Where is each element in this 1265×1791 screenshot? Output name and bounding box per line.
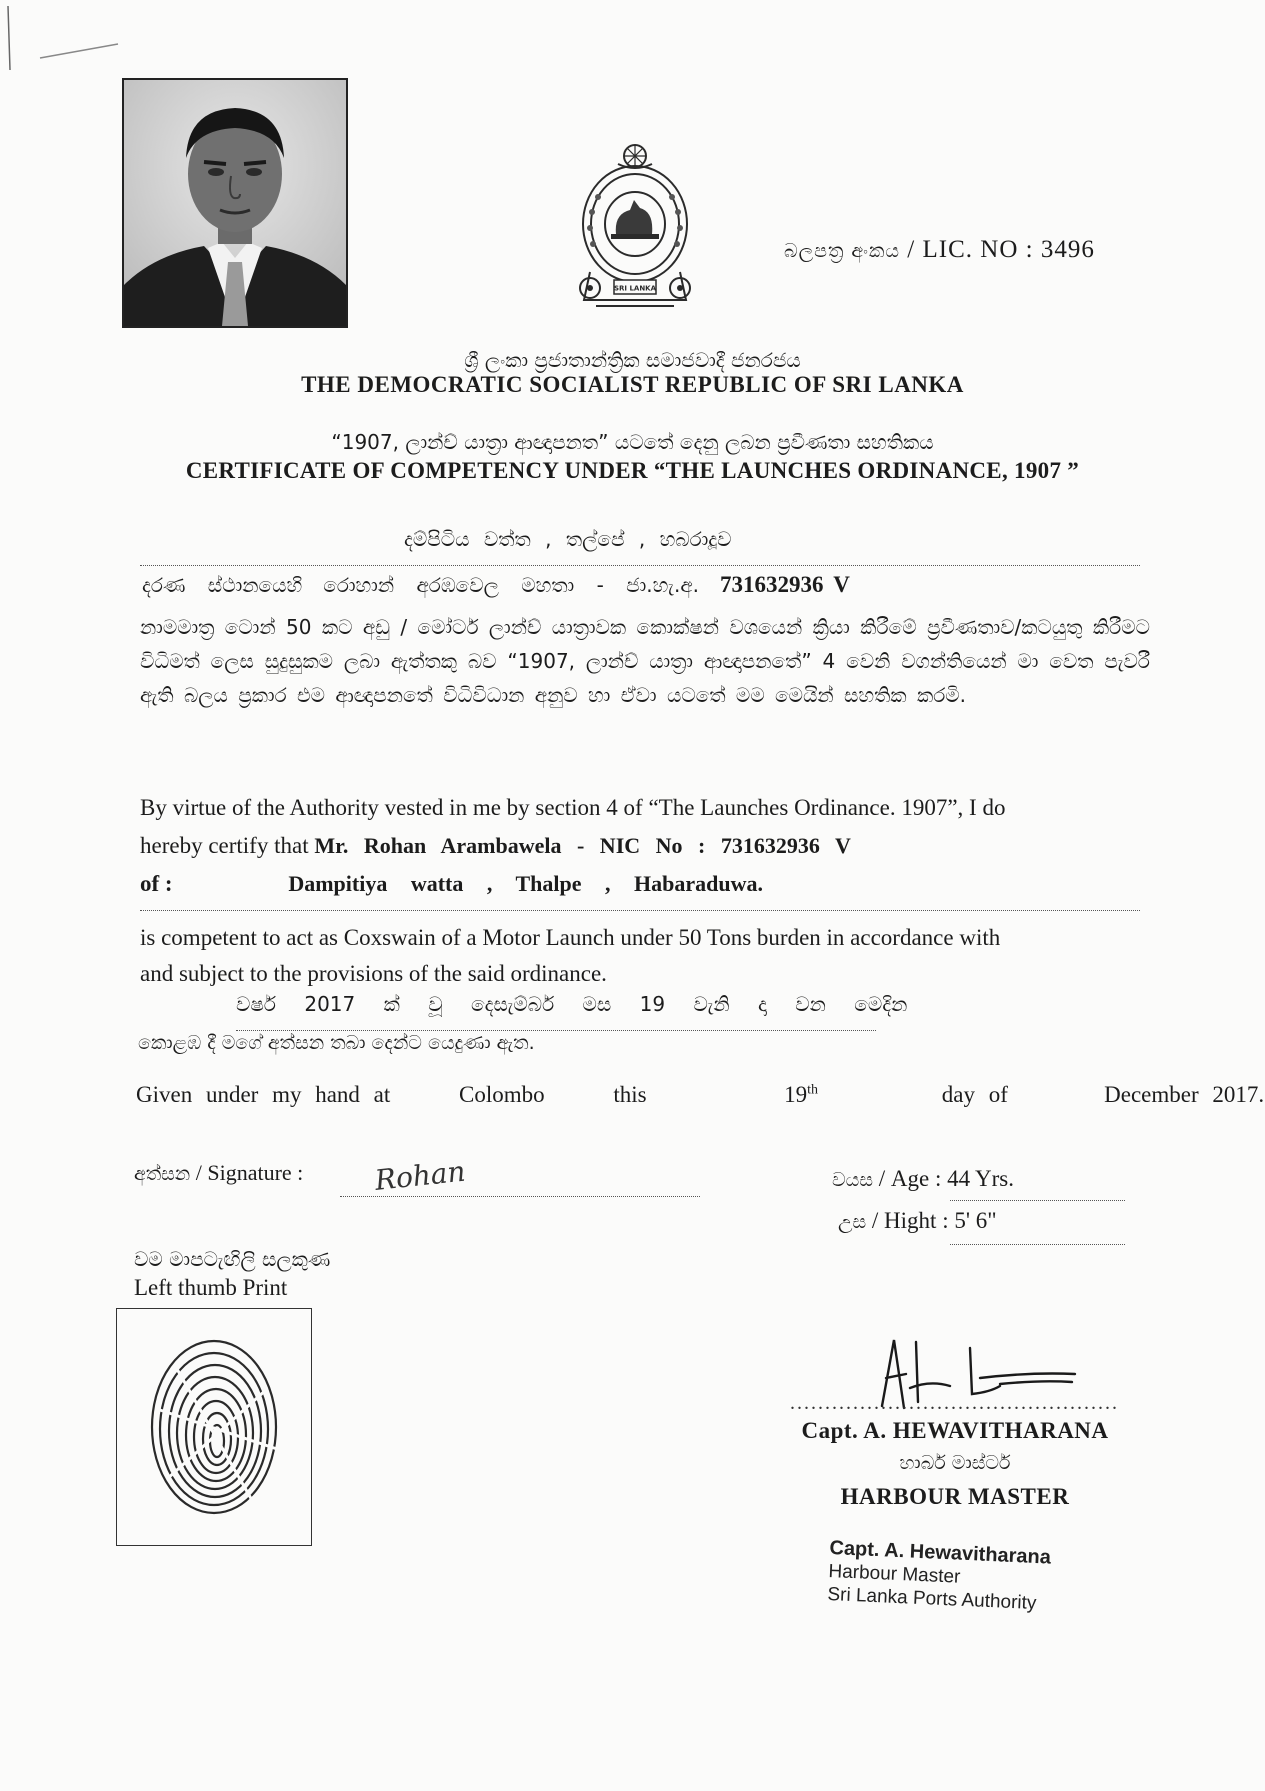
holder-address-en: Dampitiya watta , Thalpe , Habaraduwa. — [288, 871, 763, 896]
license-number-value: 3496 — [1040, 236, 1095, 263]
of-label: of : — [140, 871, 173, 896]
harbour-master-name: Capt. A. HEWAVITHARANA — [801, 1418, 1109, 1443]
thumb-print-box — [116, 1308, 312, 1546]
certificate-title-si: “1907, ලාන්ච් යාත්‍රා ආඥාපනත” යටතේ දෙනු ලබන ප්‍රවීණතා සහතිකය — [331, 430, 934, 454]
address-en-dotted-line — [140, 910, 1140, 911]
given-line — [136, 1082, 1264, 1108]
certificate-title-en: CERTIFICATE OF COMPETENCY UNDER “THE LAUNCHES ORDINANCE, 1907 ” — [185, 458, 1080, 483]
competency-line-en: is competent to act as Coxswain of a Motor Launch under 50 Tons burden in accordance with — [140, 925, 1001, 950]
stamp-line-org: Sri Lanka Ports Authority — [827, 1583, 1037, 1615]
given-day: 19 — [784, 1082, 808, 1107]
holder-photo — [122, 78, 348, 328]
given-place: Colombo — [459, 1082, 545, 1107]
holder-line-si — [142, 572, 850, 598]
age-field — [832, 1166, 1014, 1192]
height-label-en: / Hight : — [871, 1208, 949, 1233]
address-dotted-line — [140, 565, 1140, 566]
age-value: 44 Yrs. — [947, 1166, 1014, 1191]
address-line-en — [140, 866, 763, 901]
date-dotted-line — [236, 1030, 876, 1031]
place-line-si: කොළඹ දී මගේ අත්සන තබා දෙන්ට යෙදුණා ඇත. — [138, 1032, 535, 1054]
thumb-label-si: වම මාපටැඟිලි සලකුණ — [134, 1247, 331, 1271]
holder-name-si: රොහාන් අරඹවෙල මහතා - ජා.හැ.අ. — [323, 573, 700, 597]
harbour-master-sign-line: ............................................... — [790, 1392, 1119, 1414]
thumb-label-en: Left thumb Print — [134, 1275, 288, 1300]
height-label-si: උස — [838, 1211, 867, 1233]
holder-name-en: Mr. Rohan Arambawela - NIC No : 731632936 V — [314, 833, 851, 858]
harbour-master-stamp — [827, 1537, 1090, 1617]
holder-signature-text: Rohan — [373, 1154, 467, 1197]
height-value: 5' 6" — [954, 1208, 997, 1233]
holder-nic: 731632936 V — [720, 572, 850, 597]
certify-line-en — [140, 828, 851, 863]
signature-label — [134, 1160, 303, 1186]
holder-address-si: දම්පිටිය වත්ත , තල්පේ , හබරාදූව — [404, 527, 732, 551]
given-day-of: day of — [941, 1082, 1008, 1107]
signature-dotted-line — [340, 1196, 700, 1197]
given-day-suffix: th — [807, 1082, 819, 1098]
harbour-master-title-si: හාබර් මාස්ටර් — [899, 1452, 1011, 1474]
license-label-si: බලපත්‍ර අංකය — [784, 240, 901, 262]
license-label-en: / LIC. NO : — [907, 236, 1034, 263]
age-dotted-line — [950, 1200, 1125, 1201]
harbour-master-title-en: HARBOUR MASTER — [840, 1484, 1070, 1509]
signature-label-si: අත්සන — [134, 1163, 191, 1185]
holder-prefix-si: දරණ ස්ථානයෙහි — [142, 573, 303, 597]
fingerprint-icon — [117, 1309, 311, 1545]
license-number — [784, 236, 1095, 264]
certify-prefix: hereby certify that — [140, 833, 309, 858]
country-title-en: THE DEMOCRATIC SOCIALIST REPUBLIC OF SRI LANKA — [301, 372, 964, 397]
height-field — [838, 1208, 997, 1234]
given-month-year: December 2017. — [1104, 1082, 1265, 1107]
holder-signature — [372, 1150, 502, 1210]
provisions-line-en: and subject to the provisions of the said ordinance. — [140, 961, 607, 986]
scan-mark — [0, 0, 140, 80]
age-label-en: / Age : — [878, 1166, 942, 1191]
emblem-banner-text: SRI LANKA — [613, 284, 657, 293]
date-line-si: වර්ෂ 2017 ක් වූ දෙසැම්බර් මස 19 වැනි දා වන මෙදින — [236, 992, 908, 1016]
signature-label-en: / Signature : — [195, 1160, 304, 1185]
age-label-si: වයස — [832, 1169, 873, 1191]
stamp-line-title: Harbour Master — [828, 1560, 961, 1588]
sri-lanka-emblem-icon — [574, 142, 696, 318]
stamp-line-name: Capt. A. Hewavitharana — [829, 1537, 1052, 1569]
country-title-si: ශ්‍රී ලංකා ප්‍රජාතාන්ත්‍රික සමාජවාදී ජනරජය — [464, 348, 801, 372]
height-dotted-line — [950, 1244, 1125, 1245]
authority-line-en: By virtue of the Authority vested in me by section 4 of “The Launches Ordinance. 1907”, I do — [140, 795, 1006, 820]
given-prefix: Given under my hand at — [136, 1082, 391, 1107]
given-this: this — [613, 1082, 647, 1107]
certificate-body-si: නාමමාත්‍ර ටොන් 50 කට අඩු / මෝටර් ලාන්ච් යාත්‍රාවක කොක්ෂන් වශයෙන් ක්‍රියා කිරීමේ ප්‍රවීණතාව/කටයුතු කිරීමට විධිමත් ලෙස සුදුසුකම ලබා ඇත්තකු බව “1907, ලාන්ච් යාත්‍රා ආඥාපනතේ” 4 වෙනි වගන්තියෙන් මා වෙත පැවරී ඇති බලය ප්‍රකාර එම ආඥාපනතේ විධිවිධාන අනුව හා ඒවා යටතේ මම මෙයින් සහතික කරමි. — [140, 615, 1150, 707]
